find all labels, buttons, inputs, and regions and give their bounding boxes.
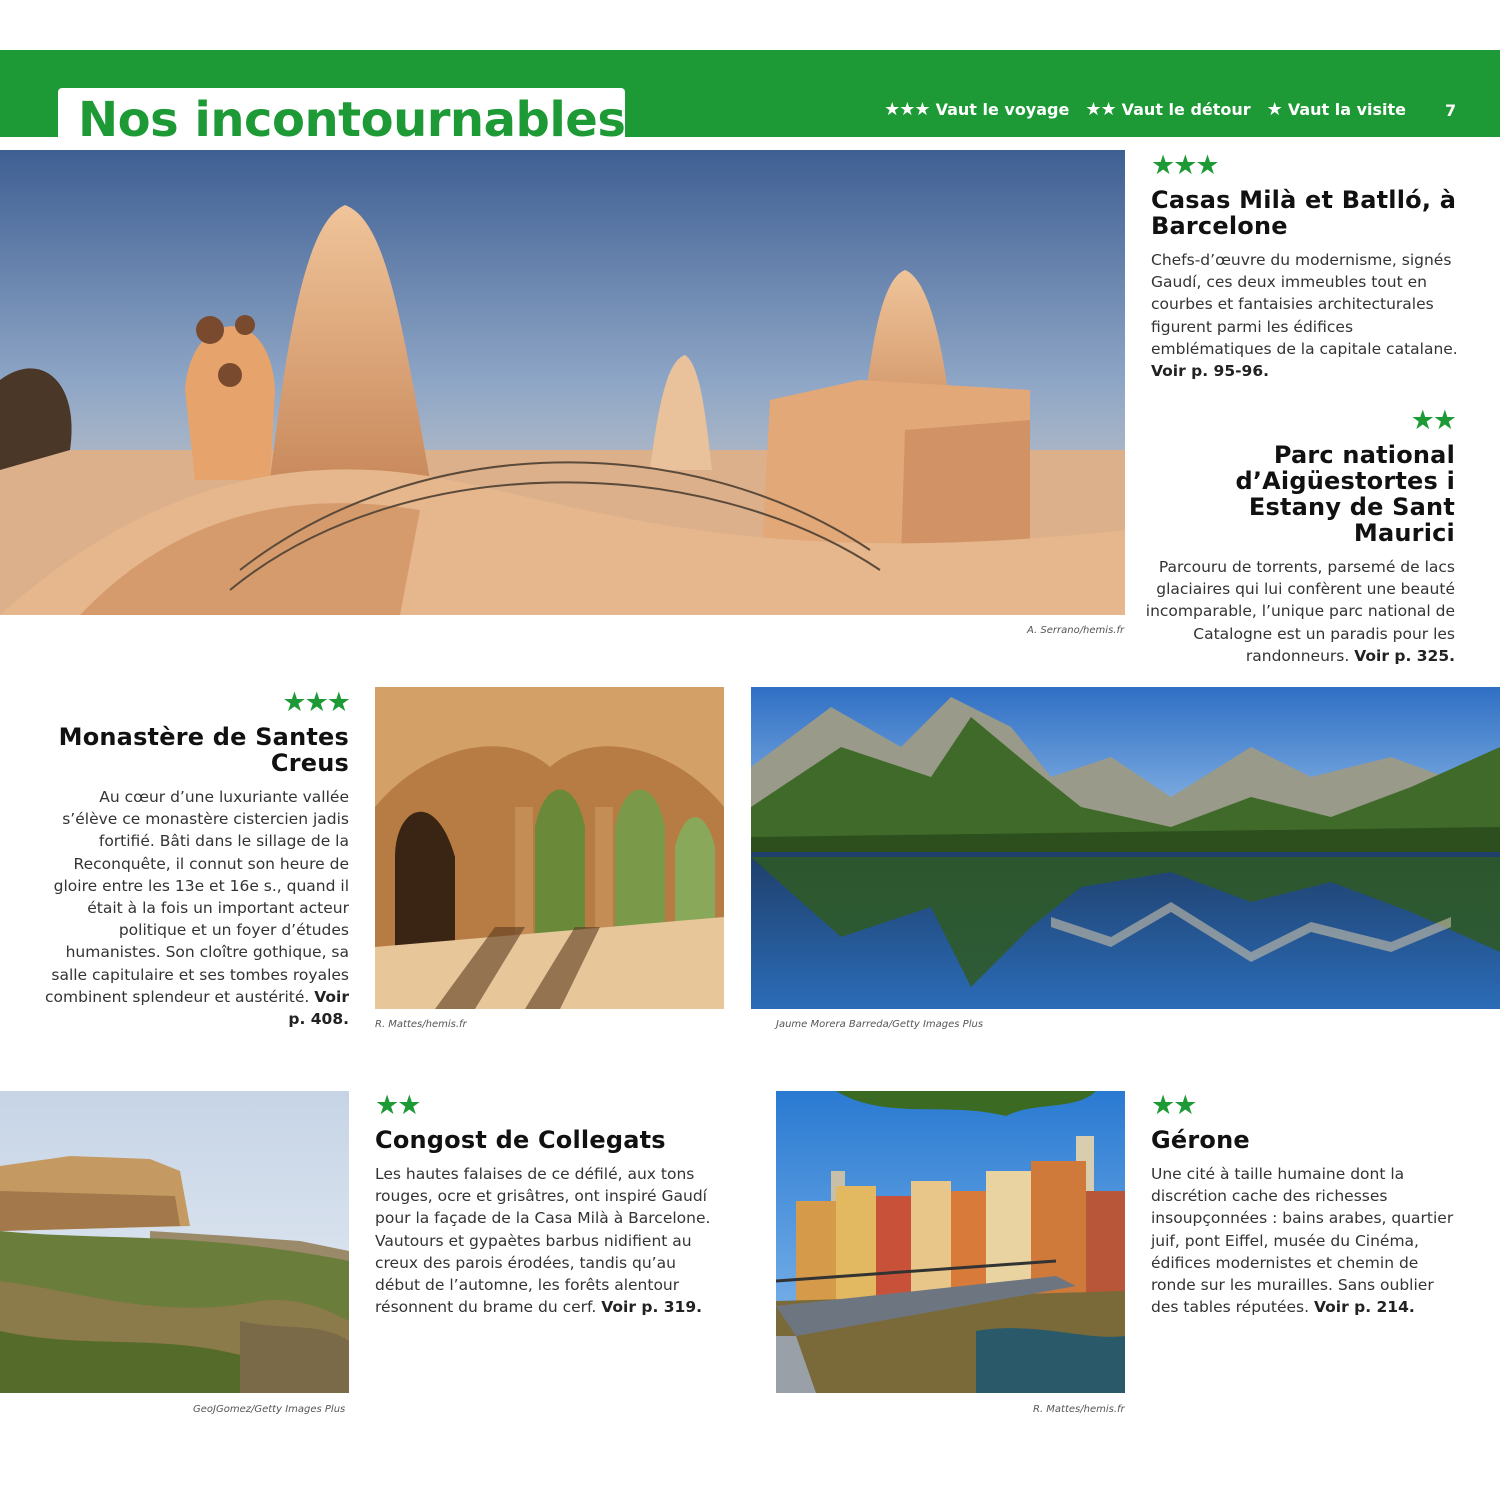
- two-star-rating-icon: ★★: [1410, 405, 1455, 436]
- site-title: Casas Milà et Batlló, à Barcelone: [1151, 186, 1457, 240]
- page-reference: Voir p. 325.: [1354, 646, 1455, 665]
- site-title: Congost de Collegats: [375, 1126, 666, 1154]
- site-description: Au cœur d’une luxuriante vallée s’élève ce monastère cistercien jadis fortifié. Bâti dans le sillage de la Reconquête, il connut son heure de gloire entre les 13e et 16e s., quand il était à la fois un important acteur politique et un foyer d’études humanistes. Son cloître gothique, sa salle capitulaire et ses tombes royales combinent splendeur et austérité. Voir p. 408.: [45, 788, 349, 1029]
- photo-credit: R. Mattes/hemis.fr: [1033, 1404, 1125, 1415]
- three-star-icon: ★★★: [884, 99, 930, 120]
- site-title: Parc national d’Aigüestortes i Estany de Sant Maurici: [1235, 441, 1455, 547]
- girona-photo: [776, 1091, 1125, 1393]
- photo-credit: R. Mattes/hemis.fr: [375, 1019, 467, 1030]
- legend-label: Vaut la visite: [1287, 100, 1406, 119]
- legend-one-star: [1267, 99, 1406, 120]
- legend-three-stars: [884, 99, 1069, 120]
- rating-legend: [884, 99, 1406, 120]
- site-aiguestortes: [1140, 406, 1455, 667]
- two-star-rating-icon: ★★: [375, 1090, 420, 1121]
- photo-credit: GeoJGomez/Getty Images Plus: [193, 1404, 346, 1415]
- photo-credit: A. Serrano/hemis.fr: [1027, 625, 1125, 636]
- three-star-rating-icon: ★★★: [282, 687, 349, 718]
- site-santes-creus: [45, 688, 349, 1030]
- site-gerone: [1151, 1091, 1456, 1318]
- site-description: Les hautes falaises de ce défilé, aux tons rouges, ocre et grisâtres, ont inspiré Gaudí pour la façade de la Casa Milà à Barcelone. Vautours et gypaètes barbus nidifient au creux des parois érodées, tandis qu’au début de l’automne, les forêts alentour résonnent du brame du cerf. Voir p. 319.: [375, 1165, 711, 1317]
- legend-two-stars: [1085, 99, 1250, 120]
- page-number: 7: [1445, 101, 1457, 120]
- site-description: Chefs-d’œuvre du modernisme, signés Gaudí, ces deux immeubles tout en courbes et fantaisies architecturales figurent parmi les édifices emblématiques de la capitale catalane. Voir p. 95-96.: [1151, 251, 1458, 381]
- legend-label: Vaut le détour: [1121, 100, 1251, 119]
- page-reference: Voir p. 214.: [1313, 1298, 1415, 1317]
- site-collegats: [375, 1091, 720, 1318]
- cliffs-photo: [0, 1091, 349, 1393]
- pedrera-rooftop-photo: [0, 150, 1125, 615]
- page-reference: Voir p. 95-96.: [1151, 362, 1269, 381]
- site-casas-mila: [1151, 151, 1471, 382]
- site-title: Monastère de Santes Creus: [58, 723, 349, 777]
- two-star-icon: ★★: [1085, 99, 1116, 120]
- three-star-rating-icon: ★★★: [1151, 150, 1218, 181]
- photo-credit: Jaume Morera Barreda/Getty Images Plus: [776, 1019, 984, 1030]
- legend-label: Vaut le voyage: [935, 100, 1070, 119]
- page-title: Nos incontournables: [78, 92, 626, 148]
- two-star-rating-icon: ★★: [1151, 1090, 1196, 1121]
- site-title: Gérone: [1151, 1126, 1250, 1154]
- page-reference: Voir p. 319.: [601, 1298, 702, 1317]
- page-reference: Voir p. 408.: [288, 987, 349, 1029]
- mountain-lake-photo: [751, 687, 1500, 1009]
- site-description: Une cité à taille humaine dont la discrétion cache des richesses insoupçonnées : bains arabes, quartier juif, pont Eiffel, musée du Cinéma, édifices modernistes et chemin de ronde sur les murailles. Sans oublier des tables réputées. Voir p. 214.: [1151, 1165, 1454, 1317]
- one-star-icon: ★: [1266, 99, 1282, 120]
- cloister-photo: [375, 687, 724, 1009]
- site-description: Parcouru de torrents, parsemé de lacs glaciaires qui lui confèrent une beauté incomparable, l’unique parc national de Catalogne est un paradis pour les randonneurs. Voir p. 325.: [1145, 558, 1455, 665]
